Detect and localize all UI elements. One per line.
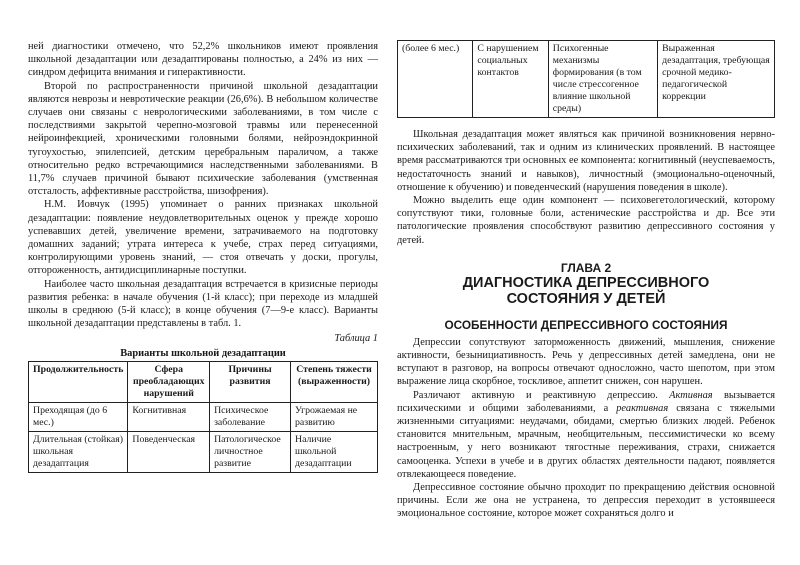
paragraph: Школьная дезадаптация может являться как причиной возникновения нервно-психических заболеваний, так и одним из клинических проявлений. В настоящее время рассматриваются три основных ее компонента: когнитивный (неуспеваемость, недостаточность знаний и навыков), личностный (эмоционально-оценочный, отношение к обучению) и поведенческий (нарушения поведения в школе). — [397, 129, 775, 193]
header-cell: Степень тяжести (выраженности) — [291, 361, 378, 402]
right-column — [397, 0, 775, 521]
table-cell: Угрожаемая не развитию — [291, 402, 378, 431]
table-cell: С нарушением социальных контактов — [473, 41, 548, 118]
paragraph: Наиболее часто школьная дезадаптация встречается в кризисные периоды развития ребенка: в начале обучения (1-й класс); при переходе из младшей школы в среднюю (5-й класс); в конце обучения (7—9-е класс). Варианты школьной дезадаптации представлены в табл. 1. — [28, 278, 378, 330]
table-caption: Варианты школьной дезадаптации — [120, 347, 286, 359]
paragraph: Депрессивное состояние обычно проходит по прекращению действия основной причины. Если же она не устранена, то депрессия переходит в устоявшееся эмоциональное состояние, которое может сохраняться долго и — [397, 482, 775, 520]
table-row — [398, 41, 775, 118]
table-cell: Наличие школьной дезадаптации — [291, 431, 378, 472]
header-cell: Сфера преобладающих нарушений — [128, 361, 210, 402]
header-cell: Причины развития — [210, 361, 291, 402]
paragraph: Депрессии сопутствуют заторможенность движений, мышления, снижение активности, безынициативность. Речь у депрессивных детей замедлена, они не вступают в разговор, на вопросы отвечают односложно, часто шепотом, при этом выражение лица скорбное, тоскливое, аппетит снижен, сон нарушен. — [397, 336, 775, 388]
variants-table-continued — [397, 40, 775, 118]
table-header-row — [29, 361, 378, 402]
paragraph: Н.М. Иовчук (1995) упоминает о ранних признаках школьной дезадаптации: появление неудовлетворительных оценок у прежде хорошо успевавших детей, увеличение времени, затрачиваемого на подготовку домашних заданий; утрата интереса к учебе, страх перед ситуациями, контролирующими уровень знаний, — стоя отвечать у доски, прогулы, отгороженность, антидисциплинарные поступки. — [28, 199, 378, 277]
text-span: Различают активную и реактивную депрессию. — [413, 389, 670, 401]
header-cell: Продолжительность — [29, 361, 128, 402]
paragraph: Второй по распространенности причиной школьной дезадаптации являются неврозы и невротические реакции (26,6%). В небольшом количестве случаев они связаны с неврологическими заболеваниями, в том числе с последствиями закрытой черепно-мозговой травмы или перенесенной нейроинфекцией, хроническими головными болями, нейроэндокринной тугоухостью, эпилепсией, детским церебральным параличом, а также относительно редко встречающимися наследственными заболеваниями. В 11,7% случаев причиной бывают психические заболевания (умственная отсталость, аффективные расстройства, шизофрения). — [28, 80, 378, 198]
emphasis: Активная — [669, 389, 713, 401]
table-row — [29, 402, 378, 431]
chapter-number: ГЛАВА 2 — [560, 260, 612, 275]
text-span: связана с тяжелыми жизненными ситуациями: неудачами, обидами, смертью близких людей. Ребенок становится мнительным, мрачным, необщительным, пессимистически ко всему настроенным, у него возникают тягостные переживания, страхи, снижается самооценка. Успехи в учебе и в других областях деятельности падают, появляется отвлекающееся поведение. — [397, 402, 776, 480]
table-cell: Выраженная дезадаптация, требующая срочной медико-педагогической коррекции — [658, 41, 775, 118]
left-column — [28, 0, 378, 473]
chapter-title-line-2: СОСТОЯНИЯ У ДЕТЕЙ — [506, 290, 666, 307]
variants-table — [28, 361, 378, 473]
table-cell: Когнитивная — [128, 402, 210, 431]
table-cell: Длительная (стойкая) школьная дезадаптация — [29, 431, 128, 472]
text-span: вызывается психическими и общими заболеваниями, а — [397, 389, 775, 414]
table-cell: Психогенные механизмы формирования (в том числе стрессогенное влияние школьной среды) — [548, 41, 657, 118]
table-cell: Поведенческая — [128, 431, 210, 472]
emphasis: реактивная — [616, 402, 669, 414]
table-row — [29, 431, 378, 472]
chapter-title-line-1: ДИАГНОСТИКА ДЕПРЕССИВНОГО — [462, 274, 710, 291]
section-title: ОСОБЕННОСТИ ДЕПРЕССИВНОГО СОСТОЯНИЯ — [444, 317, 728, 332]
table-cell: Психическое заболевание — [210, 402, 291, 431]
paragraph — [397, 389, 775, 481]
table-cell: (более 6 мес.) — [398, 41, 473, 118]
table-cell: Преходящая (до 6 мес.) — [29, 402, 128, 431]
paragraph: ней диагностики отмечено, что 52,2% школьников имеют проявления школьной дезадаптации или дезадаптированы полностью, а 24% из них — синдром дефицита внимания и гиперактивности. — [28, 41, 378, 79]
table-number: Таблица 1 — [334, 333, 378, 345]
paragraph: Можно выделить еще один компонент — психовегетологический, которому сопутствуют тики, головные боли, астенические расстройства и др. Все эти патологические проявления способствуют развитию депрессивного состояния у детей. — [397, 195, 775, 246]
table-cell: Патологическое личностное развитие — [210, 431, 291, 472]
